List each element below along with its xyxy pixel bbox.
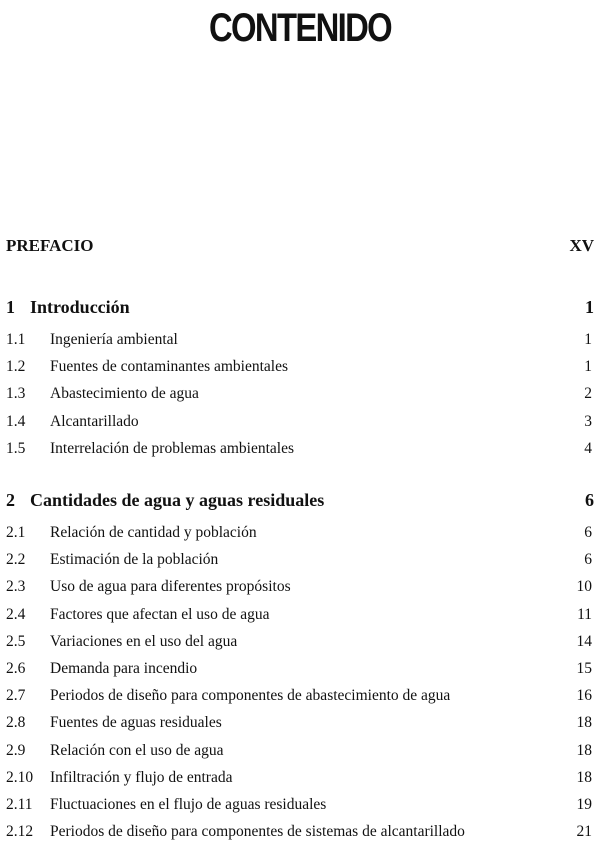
section-number: 2.12 xyxy=(6,823,34,841)
chapter-page-number: 1 xyxy=(585,297,594,317)
chapter-heading xyxy=(0,490,600,524)
toc-entry xyxy=(0,714,600,741)
section-number: 2.6 xyxy=(6,659,26,677)
preface-page-number: XV xyxy=(569,236,594,255)
section-title: Periodos de diseño para componentes de sistemas de alcantarillado xyxy=(50,823,465,841)
section-title: Infiltración y flujo de entrada xyxy=(50,768,233,786)
toc-entry xyxy=(0,769,600,796)
section-number: 2.5 xyxy=(6,632,26,650)
section-title: Ingeniería ambiental xyxy=(50,331,178,348)
chapter-2 xyxy=(0,490,600,850)
section-page-number: 15 xyxy=(576,659,592,677)
toc-entry xyxy=(0,551,600,578)
section-page-number: 6 xyxy=(584,524,592,541)
section-number: 2.7 xyxy=(6,687,26,705)
section-number: 2.8 xyxy=(6,714,26,732)
toc-entry xyxy=(0,331,600,358)
section-page-number: 11 xyxy=(577,605,592,623)
section-page-number: 10 xyxy=(576,578,592,596)
toc-entry xyxy=(0,358,600,385)
toc-entry xyxy=(0,660,600,687)
chapter-page-number: 6 xyxy=(585,490,594,510)
toc-entry xyxy=(0,633,600,660)
section-number: 2.4 xyxy=(6,605,26,623)
section-number: 1.1 xyxy=(6,331,26,348)
section-page-number: 3 xyxy=(584,412,592,430)
page-title: CONTENIDO xyxy=(208,6,392,50)
section-title: Abastecimiento de agua xyxy=(50,385,199,403)
toc-entry xyxy=(0,606,600,633)
section-page-number: 14 xyxy=(576,632,592,650)
toc-entry xyxy=(0,524,600,551)
section-page-number: 2 xyxy=(584,385,592,403)
section-number: 1.4 xyxy=(6,412,26,430)
section-number: 2.1 xyxy=(6,524,26,541)
section-title: Interrelación de problemas ambientales xyxy=(50,439,295,457)
toc-entry xyxy=(0,440,600,467)
section-number: 1.5 xyxy=(6,439,26,457)
section-number: 1.3 xyxy=(6,385,26,403)
section-page-number: 16 xyxy=(576,687,592,705)
section-number: 2.11 xyxy=(6,795,33,813)
section-title: Factores que afectan el uso de agua xyxy=(50,605,270,623)
chapter-number: 2 xyxy=(6,490,15,510)
toc-entry xyxy=(0,823,600,850)
section-page-number: 1 xyxy=(584,358,592,376)
toc-entry xyxy=(0,687,600,714)
section-title: Relación con el uso de agua xyxy=(50,741,224,759)
section-number: 2.9 xyxy=(6,741,26,759)
chapter-1 xyxy=(0,297,600,467)
section-title: Demanda para incendio xyxy=(50,659,198,677)
toc-entry xyxy=(0,742,600,769)
toc-entry xyxy=(0,796,600,823)
section-number: 2.3 xyxy=(6,578,26,596)
section-number: 2.2 xyxy=(6,551,26,569)
toc-entry xyxy=(0,578,600,605)
section-page-number: 19 xyxy=(576,795,592,813)
section-title: Alcantarillado xyxy=(50,412,139,430)
section-number: 2.10 xyxy=(6,768,34,786)
section-title: Relación de cantidad y población xyxy=(50,524,257,541)
section-page-number: 4 xyxy=(584,439,592,457)
section-page-number: 18 xyxy=(576,741,592,759)
section-title: Periodos de diseño para componentes de abastecimiento de agua xyxy=(50,687,451,705)
toc-preface-row xyxy=(0,236,600,262)
chapter-heading xyxy=(0,297,600,331)
chapter-number: 1 xyxy=(6,297,15,317)
section-title: Fuentes de aguas residuales xyxy=(50,714,222,732)
section-title: Fluctuaciones en el flujo de aguas residuales xyxy=(50,795,327,813)
toc-entry xyxy=(0,413,600,440)
section-title: Fuentes de contaminantes ambientales xyxy=(50,358,289,376)
chapter-title: Cantidades de agua y aguas residuales xyxy=(30,490,325,510)
section-page-number: 18 xyxy=(576,714,592,732)
section-title: Variaciones en el uso del agua xyxy=(50,632,238,650)
preface-label: PREFACIO xyxy=(6,236,94,255)
section-number: 1.2 xyxy=(6,358,26,376)
chapter-title: Introducción xyxy=(30,297,130,317)
section-title: Estimación de la población xyxy=(50,551,219,569)
section-title: Uso de agua para diferentes propósitos xyxy=(50,578,291,596)
section-page-number: 6 xyxy=(584,551,592,569)
section-page-number: 18 xyxy=(576,768,592,786)
toc-entry xyxy=(0,385,600,412)
section-page-number: 1 xyxy=(584,331,592,348)
section-page-number: 21 xyxy=(576,823,592,841)
